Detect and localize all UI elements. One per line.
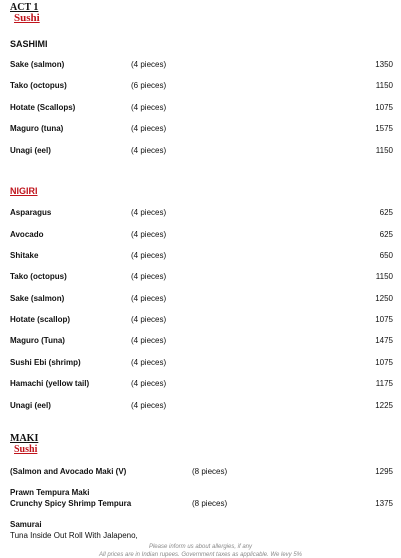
item-name: Hotate (scallop) bbox=[10, 315, 71, 324]
item-qty: (6 pieces) bbox=[131, 81, 167, 90]
item-price: 1575 bbox=[375, 124, 393, 133]
item-price: 650 bbox=[379, 251, 393, 260]
list-item bbox=[0, 146, 401, 158]
list-item bbox=[0, 81, 401, 93]
item-name: Hotate (Scallops) bbox=[10, 103, 76, 112]
item-qty: (4 pieces) bbox=[131, 379, 167, 388]
item-qty: (4 pieces) bbox=[131, 315, 167, 324]
act-label: ACT 1 bbox=[10, 2, 39, 13]
list-item bbox=[0, 336, 401, 348]
item-price: 625 bbox=[379, 230, 393, 239]
item-price: 625 bbox=[379, 208, 393, 217]
list-item bbox=[0, 358, 401, 370]
maki-heading: MAKI bbox=[10, 433, 39, 444]
item-name: Hamachi (yellow tail) bbox=[10, 379, 90, 388]
item-name: Maguro (tuna) bbox=[10, 124, 64, 133]
item-price: 1375 bbox=[375, 499, 393, 508]
item-price: 1475 bbox=[375, 336, 393, 345]
price-note: All prices are in Indian rupees. Government taxes as applicable. We levy 5% bbox=[99, 552, 302, 558]
item-price: 1150 bbox=[375, 272, 393, 281]
list-item bbox=[0, 103, 401, 115]
sushi-heading: Sushi bbox=[14, 12, 40, 24]
list-item bbox=[0, 60, 401, 72]
list-item bbox=[0, 499, 401, 511]
item-qty: (8 pieces) bbox=[192, 467, 228, 476]
item-qty: (4 pieces) bbox=[131, 60, 167, 69]
sashimi-heading: SASHIMI bbox=[10, 39, 48, 49]
item-price: 1150 bbox=[375, 81, 393, 90]
list-item bbox=[0, 124, 401, 136]
list-item bbox=[0, 294, 401, 306]
item-price: 1225 bbox=[375, 401, 393, 410]
item-name: Asparagus bbox=[10, 208, 52, 217]
item-qty: (4 pieces) bbox=[131, 401, 167, 410]
item-qty: (4 pieces) bbox=[131, 294, 167, 303]
item-price: 1075 bbox=[375, 315, 393, 324]
list-item bbox=[0, 467, 401, 479]
list-item bbox=[0, 251, 401, 263]
list-item bbox=[0, 230, 401, 242]
list-item bbox=[0, 208, 401, 220]
item-name: Avocado bbox=[10, 230, 44, 239]
item-name: Sake (salmon) bbox=[10, 60, 65, 69]
list-item bbox=[0, 272, 401, 284]
maki-sushi-heading: Sushi bbox=[14, 444, 38, 455]
item-qty: (4 pieces) bbox=[131, 251, 167, 260]
allergy-note: Please inform us about allergies, if any bbox=[148, 544, 253, 550]
item-price: 1250 bbox=[375, 294, 393, 303]
item-price: 1075 bbox=[375, 358, 393, 367]
item-qty: (4 pieces) bbox=[131, 124, 167, 133]
item-qty: (4 pieces) bbox=[131, 358, 167, 367]
item-price: 1075 bbox=[375, 103, 393, 112]
item-price: 1350 bbox=[375, 60, 393, 69]
item-qty: (4 pieces) bbox=[131, 272, 167, 281]
item-qty: (4 pieces) bbox=[131, 103, 167, 112]
item-name: Shitake bbox=[10, 251, 39, 260]
samurai-name: Samurai bbox=[10, 520, 42, 529]
item-name: Maguro (Tuna) bbox=[10, 336, 65, 345]
list-item bbox=[0, 379, 401, 391]
item-name: Crunchy Spicy Shrimp Tempura bbox=[10, 499, 132, 508]
list-item bbox=[0, 401, 401, 413]
item-price: 1295 bbox=[375, 467, 393, 476]
item-name: Tako (octopus) bbox=[10, 81, 67, 90]
item-qty: (4 pieces) bbox=[131, 230, 167, 239]
item-name: (Salmon and Avocado Maki (V) bbox=[10, 467, 127, 476]
nigiri-heading: NIGIRI bbox=[10, 186, 38, 196]
list-item bbox=[0, 315, 401, 327]
item-name-line1: Prawn Tempura Maki bbox=[10, 488, 90, 497]
item-price: 1175 bbox=[375, 379, 393, 388]
samurai-description: Tuna Inside Out Roll With Jalapeno, bbox=[10, 531, 138, 540]
item-name: Sushi Ebi (shrimp) bbox=[10, 358, 81, 367]
item-price: 1150 bbox=[375, 146, 393, 155]
item-qty: (4 pieces) bbox=[131, 336, 167, 345]
item-name: Tako (octopus) bbox=[10, 272, 67, 281]
item-qty: (4 pieces) bbox=[131, 208, 167, 217]
item-qty: (8 pieces) bbox=[192, 499, 228, 508]
item-name: Sake (salmon) bbox=[10, 294, 65, 303]
item-name: Unagi (eel) bbox=[10, 146, 51, 155]
item-name: Unagi (eel) bbox=[10, 401, 51, 410]
item-qty: (4 pieces) bbox=[131, 146, 167, 155]
